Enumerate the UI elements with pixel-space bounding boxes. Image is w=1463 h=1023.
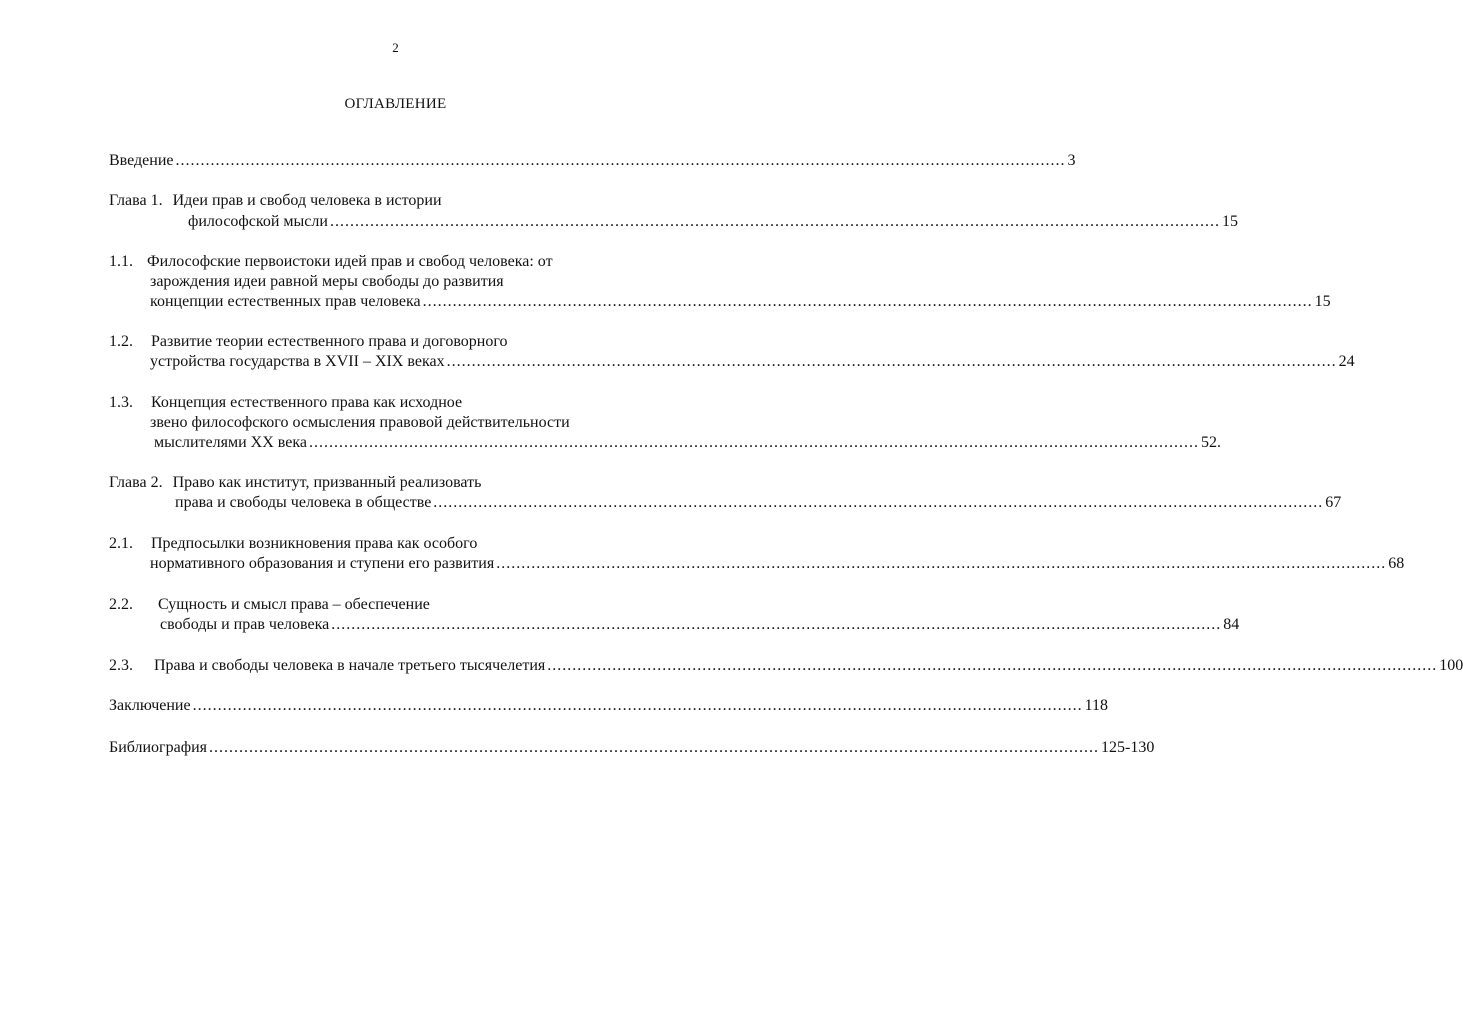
toc-entry-number: 1.1.: [109, 253, 133, 270]
toc-entry-chapter-2-cont: [175, 493, 1342, 513]
dot-leader: ..................................................................................................................................................................................: [433, 494, 1324, 511]
toc-entry-section-1-3: [109, 393, 462, 413]
toc-entry-section-1-2: [109, 332, 508, 352]
toc-entry-section-2-1-cont: [150, 554, 1405, 574]
toc-entry-title: права и свободы человека в обществе: [175, 494, 432, 511]
dot-leader: ..................................................................................................................................................................................: [422, 293, 1313, 310]
document-title: ОГЛАВЛЕНИЕ: [344, 96, 447, 112]
toc-entry-page: 68: [1388, 555, 1405, 572]
toc-entry-section-2-3: [109, 656, 1463, 676]
toc-entry-title: устройства государства в XVII – XIX веках: [150, 353, 445, 370]
toc-entry-section-1-2-cont: [150, 352, 1355, 372]
toc-entry-title: Предпосылки возникновения права как особого: [151, 535, 478, 552]
toc-entry-title: мыслителями XX века: [154, 434, 307, 451]
toc-entry-conclusion: [109, 696, 1108, 716]
toc-entry-page: 118: [1084, 697, 1108, 714]
toc-entry-page: 3: [1067, 152, 1076, 169]
dot-leader: ..................................................................................................................................................................................: [446, 353, 1337, 370]
toc-entry-label: Библиография: [109, 739, 207, 756]
page-number: 2: [392, 40, 399, 55]
toc-entry-page: 24: [1338, 353, 1355, 370]
toc-entry-section-1-3-cont2: [154, 433, 1221, 453]
dot-leader: ..................................................................................................................................................................................: [331, 616, 1222, 633]
toc-entry-title: Сущность и смысл права – обеспечение: [158, 596, 430, 613]
toc-entry-page: 100: [1439, 657, 1463, 674]
toc-entry-title: нормативного образования и ступени его развития: [150, 555, 495, 572]
toc-entry-title: Права и свободы человека в начале третьего тысячелетия: [154, 657, 546, 674]
toc-entry-chapter-2: [109, 473, 481, 493]
toc-entry-page: 15: [1221, 213, 1238, 230]
toc-entry-bibliography: [109, 738, 1155, 758]
toc-entry-title: зарождения идеи равной меры свободы до развития: [150, 273, 504, 290]
toc-entry-title: концепции естественных прав человека: [150, 293, 421, 310]
toc-entry-title: Идеи прав и свобод человека в истории: [172, 192, 442, 209]
toc-entry-number: 1.2.: [109, 333, 133, 350]
toc-entry-title: звено философского осмысления правовой действительности: [150, 414, 570, 431]
dot-leader: ..................................................................................................................................................................................: [547, 657, 1438, 674]
toc-entry-title: Развитие теории естественного права и договорного: [151, 333, 508, 350]
dot-leader: ..................................................................................................................................................................................: [496, 555, 1387, 572]
toc-entry-page: 67: [1325, 494, 1342, 511]
toc-entry-section-1-1-cont2: [150, 292, 1331, 312]
toc-entry-title: Философские первоистоки идей прав и свобод человека: от: [147, 253, 553, 270]
toc-entry-section-1-1: [109, 252, 553, 272]
toc-entry-title: свободы и прав человека: [160, 616, 330, 633]
toc-entry-page: 52.: [1200, 434, 1221, 451]
toc-entry-number: 2.3.: [109, 657, 133, 674]
toc-entry-section-2-2: [109, 595, 430, 615]
toc-entry-page: 125-130: [1101, 739, 1155, 756]
toc-entry-title: Концепция естественного права как исходное: [151, 394, 463, 411]
dot-leader: ..................................................................................................................................................................................: [175, 152, 1066, 169]
dot-leader: ..................................................................................................................................................................................: [209, 739, 1099, 756]
dot-leader: ..................................................................................................................................................................................: [192, 697, 1083, 714]
toc-entry-section-1-1-cont: [150, 272, 504, 292]
dot-leader: ..................................................................................................................................................................................: [329, 213, 1220, 230]
toc-entry-intro: [109, 151, 1076, 171]
toc-entry-number: Глава 2.: [109, 474, 163, 491]
toc-entry-title: философской мысли: [188, 213, 328, 230]
toc-entry-section-1-3-cont: [150, 413, 570, 433]
toc-entry-page: 15: [1314, 293, 1331, 310]
toc-entry-section-2-2-cont: [160, 615, 1240, 635]
toc-entry-title: Право как институт, призванный реализовать: [172, 474, 482, 491]
toc-entry-page: 84: [1223, 616, 1240, 633]
toc-entry-label: Введение: [109, 152, 174, 169]
toc-entry-label: Заключение: [109, 697, 191, 714]
toc-entry-chapter-1: [109, 191, 442, 211]
toc-entry-section-2-1: [109, 534, 477, 554]
toc-entry-number: 2.1.: [109, 535, 133, 552]
dot-leader: ..................................................................................................................................................................................: [308, 434, 1199, 451]
toc-entry-number: 2.2.: [109, 596, 133, 613]
toc-entry-chapter-1-cont: [188, 212, 1238, 232]
toc-entry-number: Глава 1.: [109, 192, 163, 209]
toc-entry-number: 1.3.: [109, 394, 133, 411]
